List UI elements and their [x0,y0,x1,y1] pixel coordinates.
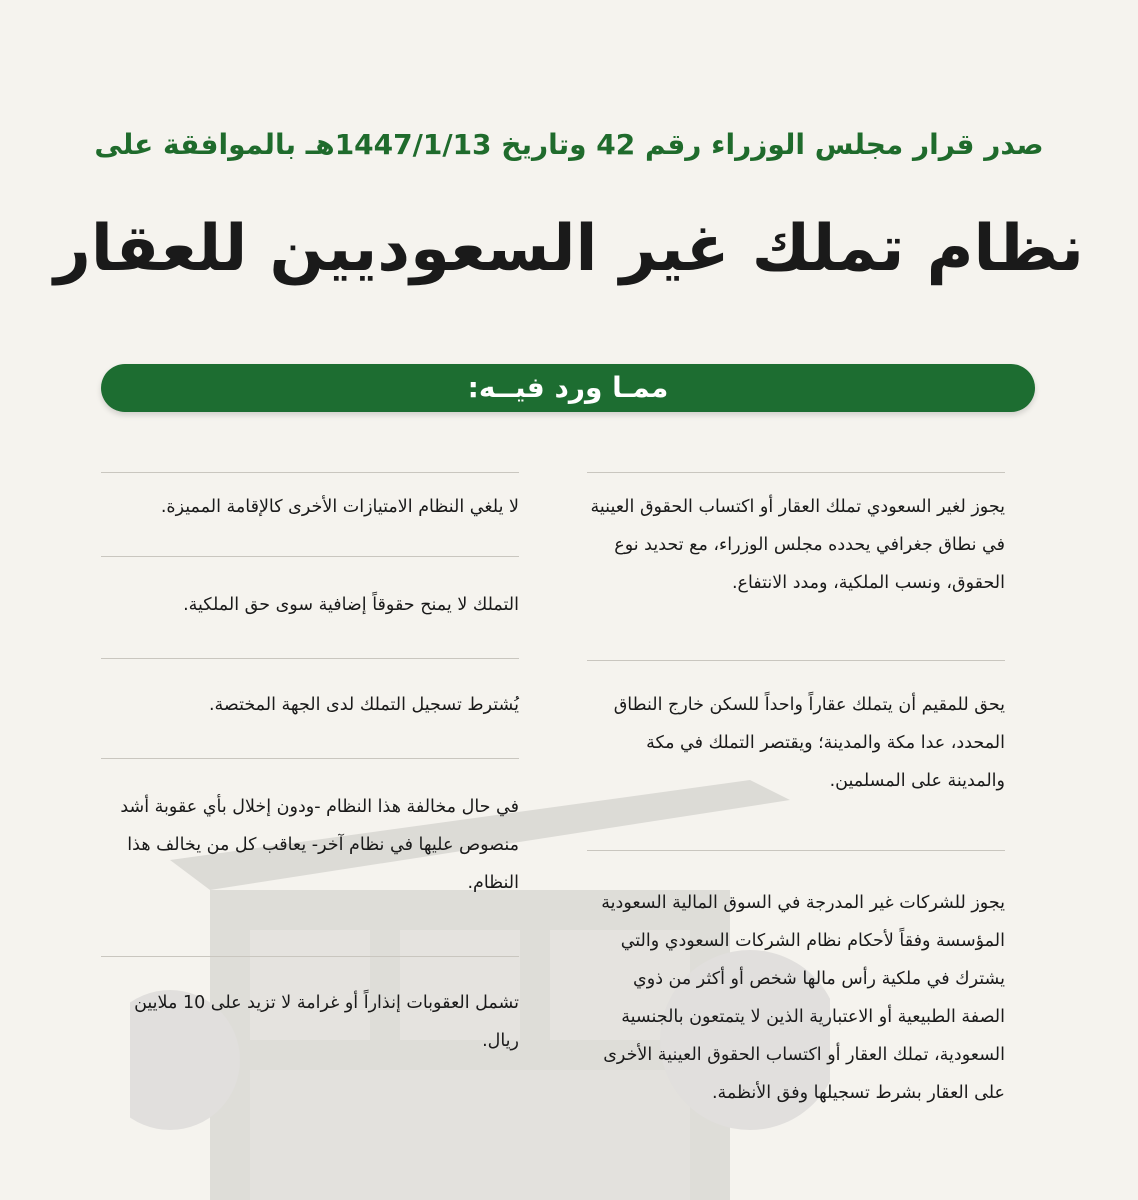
decision-subtitle: صدر قرار مجلس الوزراء رقم 42 وتاريخ 1447/1/13هـ بالموافقة على [94,128,1044,161]
divider [587,472,1005,473]
divider [101,956,519,957]
list-item: يجوز لغير السعودي تملك العقار أو اكتساب الحقوق العينية في نطاق جغرافي يحدده مجلس الوزراء، مع تحديد نوع الحقوق، ونسب الملكية، ومدد الانتفاع. [590,497,1005,593]
section-banner: ممـا ورد فيــه: [101,364,1035,412]
divider [101,658,519,659]
list-item: يجوز للشركات غير المدرجة في السوق المالية السعودية المؤسسة وفقاً لأحكام نظام الشركات السعودي والتي يشترك في ملكية رأس مالها شخص أو أكثر من ذوي الصفة الطبيعية أو الاعتبارية الذين لا يتمتعون بالجنسية السعودية، تملك العقار أو اكتساب الحقوق العينية الأخرى على العقار بشرط تسجيلها وفق الأنظمة. [601,893,1005,1103]
list-item: في حال مخالفة هذا النظام -ودون إخلال بأي عقوبة أشد منصوص عليها في نظام آخر- يعاقب كل من يخالف هذا النظام. [120,797,519,893]
divider [587,850,1005,851]
divider [101,758,519,759]
list-item: تشمل العقوبات إنذاراً أو غرامة لا تزيد على 10 ملايين ريال. [134,993,519,1051]
list-item: يُشترط تسجيل التملك لدى الجهة المختصة. [208,695,519,715]
list-item: يحق للمقيم أن يتملك عقاراً واحداً للسكن خارج النطاق المحدد، عدا مكة والمدينة؛ ويقتصر التملك في مكة والمدينة على المسلمين. [613,695,1005,791]
list-item: التملك لا يمنح حقوقاً إضافية سوى حق الملكية. [183,595,519,615]
divider [101,472,519,473]
divider [587,660,1005,661]
divider [101,556,519,557]
list-item: لا يلغي النظام الامتيازات الأخرى كالإقامة المميزة. [160,497,519,517]
page-title: نظام تملك غير السعوديين للعقار [54,212,1084,286]
